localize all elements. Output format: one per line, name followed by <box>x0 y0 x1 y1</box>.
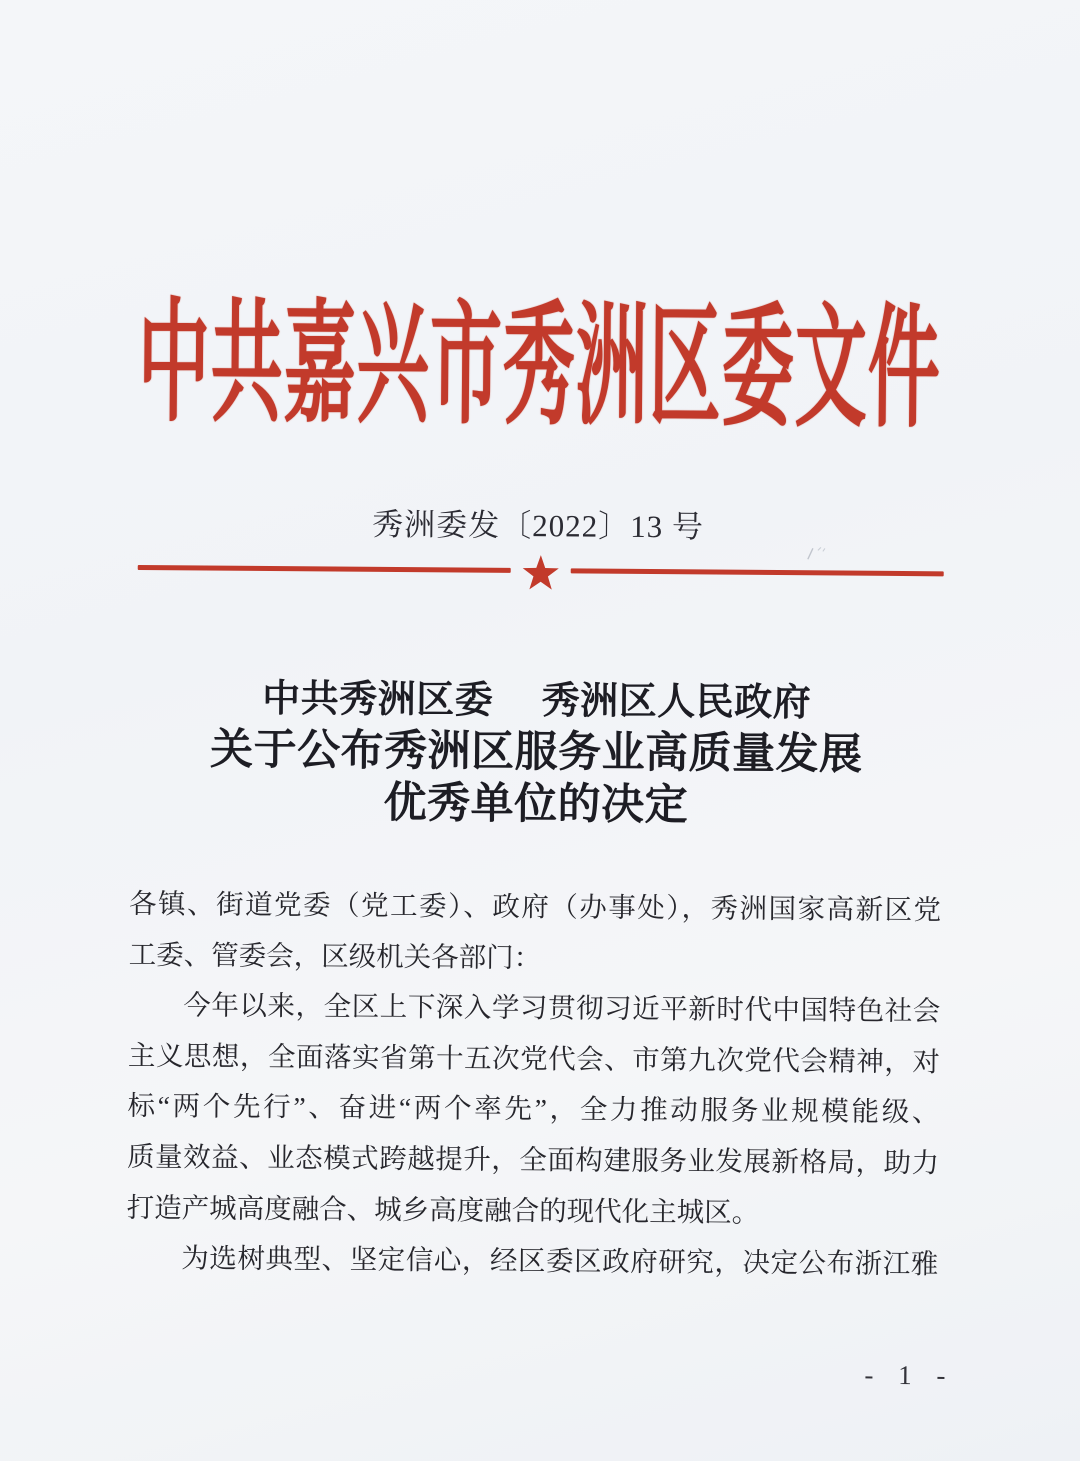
page-number: - 1 - <box>864 1359 955 1391</box>
body-line: 质量效益、业态模式跨越提升，全面构建服务业发展新格局，助力 <box>126 1140 940 1179</box>
body-line: 主义思想，全面落实省第十五次党代会、市第九次党代会精神，对 <box>127 1039 941 1078</box>
document-title-line-1: 中共秀洲区委 秀洲区人民政府 <box>262 677 812 725</box>
document-title-line-3: 优秀单位的决定 <box>383 779 689 830</box>
body-line: 标“两个先行”、奋进“两个率先”，全力推动服务业规模能级、 <box>127 1090 940 1128</box>
document-title <box>0 671 1077 835</box>
body-line: 打造产城高度融合、城乡高度融合的现代化主城区。 <box>126 1191 760 1228</box>
separator-line-left <box>138 564 511 572</box>
body-line: 各镇、街道党委（党工委）、政府（办事处），秀洲国家高新区党 <box>128 887 942 926</box>
red-star-icon <box>522 554 560 597</box>
body-line: 工委、管委会，区级机关各部门： <box>128 938 542 973</box>
document-title-line-2: 关于公布秀洲区服务业高质量发展 <box>209 726 863 779</box>
scan-artifact-mark <box>804 545 830 568</box>
letterhead-org-title: 中共嘉兴市秀洲区委文件 <box>137 289 942 445</box>
document-number: 秀洲委发〔2022〕13 号 <box>372 506 705 545</box>
body-line: 为选树典型、坚定信心，经区委区政府研究，决定公布浙江雅 <box>181 1242 939 1280</box>
body-line: 今年以来，全区上下深入学习贯彻习近平新时代中国特色社会 <box>183 989 941 1027</box>
separator-line-right <box>571 568 944 576</box>
document-body <box>126 879 941 1290</box>
